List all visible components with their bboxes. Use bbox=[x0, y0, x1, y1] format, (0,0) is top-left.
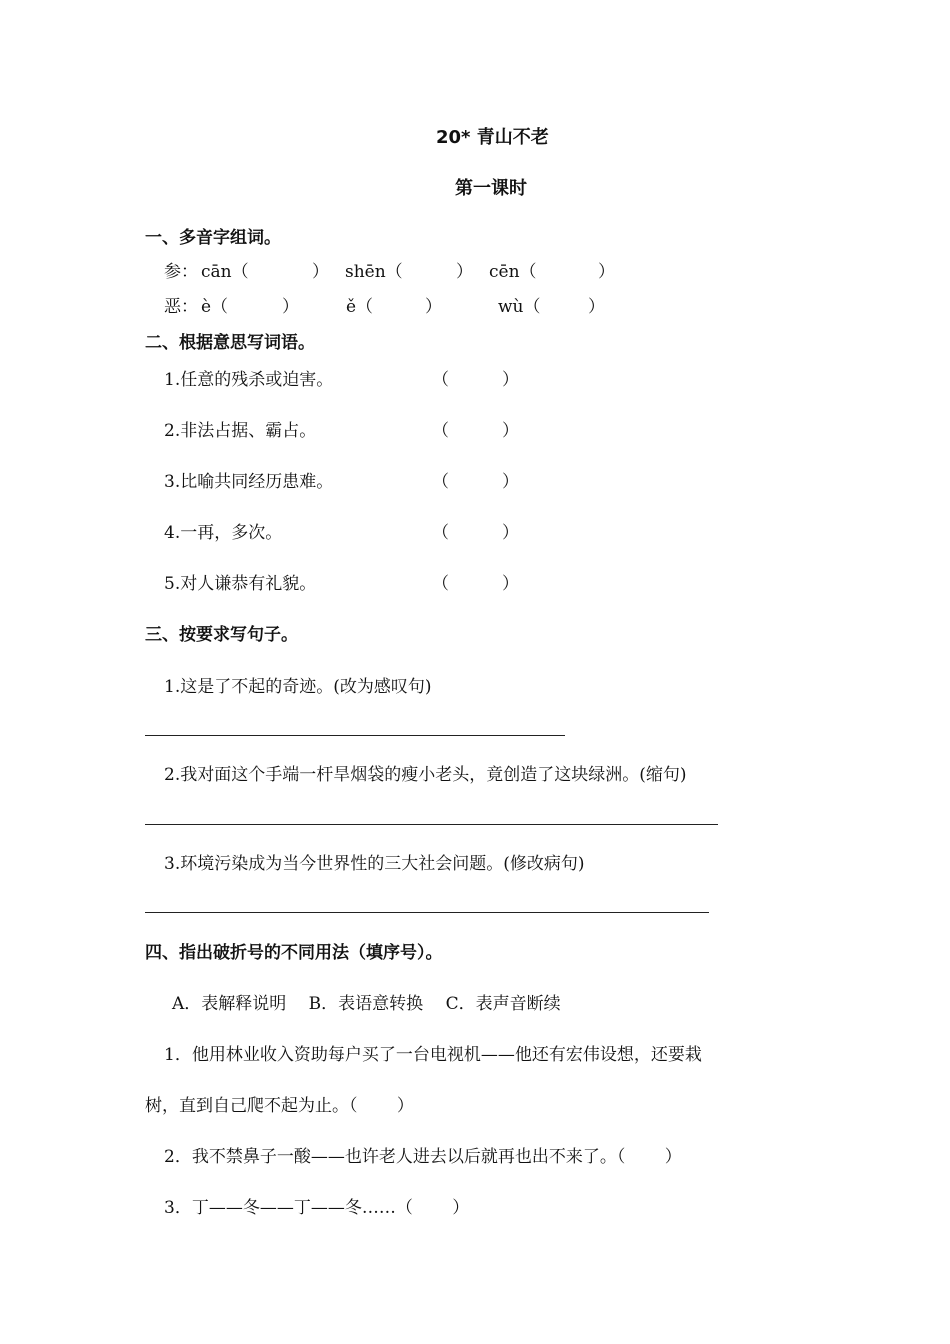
pinyin-label: ě（ bbox=[346, 297, 374, 317]
answer-blank-close[interactable]: ） bbox=[502, 574, 519, 594]
definition-text: 1.任意的残杀或迫害。 bbox=[164, 370, 334, 390]
answer-blank-open[interactable]: （ bbox=[432, 523, 449, 543]
answer-blank-open[interactable]: （ bbox=[432, 574, 449, 594]
page-subtitle: 第一课时 bbox=[455, 178, 527, 199]
dash-question-1: 1．他用林业收入资助每户买了一台电视机——他还有宏伟设想，还要栽 bbox=[164, 1045, 702, 1065]
polyphone-char: 参： bbox=[164, 262, 198, 282]
section-1-heading: 一、多音字组词。 bbox=[145, 228, 281, 248]
answer-blank-open[interactable]: （ bbox=[432, 370, 449, 390]
definition-text: 3.比喻共同经历患难。 bbox=[164, 472, 334, 492]
answer-line[interactable] bbox=[145, 912, 709, 913]
dash-question-2: 2．我不禁鼻子一酸——也许老人进去以后就再也出不来了。（ ） bbox=[164, 1147, 682, 1167]
dash-question-3: 3．丁——冬——丁——冬……（ ） bbox=[164, 1198, 470, 1218]
answer-blank[interactable]: ） bbox=[282, 297, 299, 317]
section-3-heading: 三、按要求写句子。 bbox=[145, 625, 298, 645]
section-4-heading: 四、指出破折号的不同用法（填序号）。 bbox=[145, 943, 443, 963]
polyphone-char: 恶： bbox=[164, 297, 198, 317]
answer-blank[interactable]: ） bbox=[425, 297, 442, 317]
answer-blank-close[interactable]: ） bbox=[502, 472, 519, 492]
pinyin-label: è（ bbox=[201, 297, 229, 317]
pinyin-label: shēn（ bbox=[345, 262, 403, 282]
answer-blank-open[interactable]: （ bbox=[432, 472, 449, 492]
page-title: 20* 青山不老 bbox=[436, 127, 549, 148]
sentence-task: 2.我对面这个手端一杆旱烟袋的瘦小老头，竟创造了这块绿洲。(缩句) bbox=[164, 765, 687, 785]
answer-blank[interactable]: ） bbox=[598, 262, 615, 282]
definition-text: 4.一再，多次。 bbox=[164, 523, 283, 543]
definition-text: 2.非法占据、霸占。 bbox=[164, 421, 317, 441]
answer-blank-close[interactable]: ） bbox=[502, 370, 519, 390]
answer-line[interactable] bbox=[145, 824, 718, 825]
answer-blank[interactable]: ） bbox=[456, 262, 473, 282]
pinyin-label: cēn（ bbox=[489, 262, 537, 282]
answer-blank-open[interactable]: （ bbox=[432, 421, 449, 441]
answer-blank-close[interactable]: ） bbox=[502, 421, 519, 441]
definition-text: 5.对人谦恭有礼貌。 bbox=[164, 574, 317, 594]
answer-blank[interactable]: ） bbox=[588, 297, 605, 317]
dash-usage-options: A．表解释说明 B．表语意转换 C．表声音断续 bbox=[172, 994, 561, 1014]
pinyin-label: cān（ bbox=[201, 262, 249, 282]
dash-question-1-continued: 树，直到自己爬不起为止。（ ） bbox=[145, 1096, 414, 1116]
answer-line[interactable] bbox=[145, 735, 565, 736]
sentence-task: 1.这是了不起的奇迹。(改为感叹句) bbox=[164, 677, 432, 697]
pinyin-label: wù（ bbox=[498, 297, 541, 317]
sentence-task: 3.环境污染成为当今世界性的三大社会问题。(修改病句) bbox=[164, 854, 585, 874]
answer-blank[interactable]: ） bbox=[312, 262, 329, 282]
section-2-heading: 二、根据意思写词语。 bbox=[145, 333, 315, 353]
answer-blank-close[interactable]: ） bbox=[502, 523, 519, 543]
